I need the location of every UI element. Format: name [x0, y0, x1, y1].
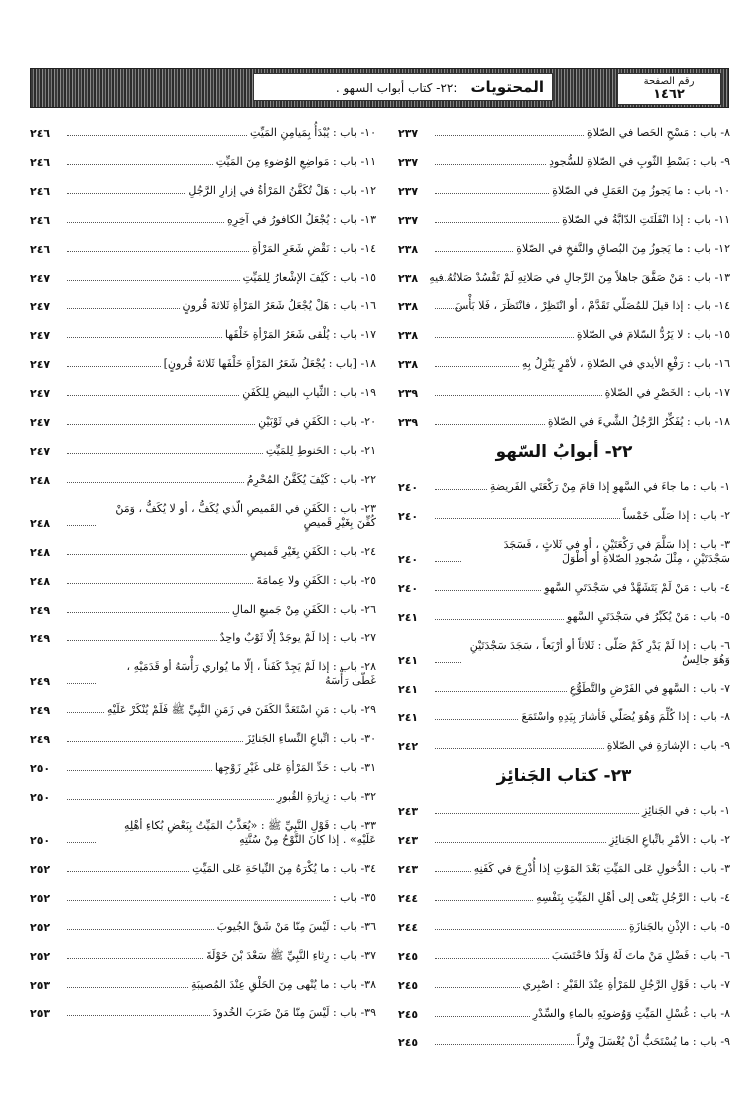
toc-entry-title: ١٠- باب : يُبْدَأُ بِمَيامِنِ المَيِّتِ [250, 126, 376, 139]
toc-entry[interactable] [30, 205, 376, 227]
toc-entry[interactable] [398, 970, 730, 992]
toc-entry-page: ٢٤٧ [30, 358, 51, 372]
toc-entry-page: ٢٥٣ [30, 1007, 51, 1021]
toc-entry-title: ١٥- باب : لا يَرُدُّ السّلامَ في الصّلاةِ [576, 328, 730, 342]
toc-entry-page: ٢٤٥ [398, 949, 419, 963]
toc-entry[interactable] [30, 941, 376, 963]
toc-entry-page: ٢٤٧ [30, 416, 51, 429]
dot-leader [435, 193, 549, 194]
toc-entry[interactable] [30, 782, 376, 804]
toc-entry-page: ٢٥٢ [30, 920, 51, 934]
dot-leader [435, 662, 461, 663]
toc-entry-page: ٢٤٧ [30, 387, 51, 401]
toc-entry[interactable] [398, 1027, 730, 1049]
dot-leader [435, 395, 602, 396]
toc-entry[interactable] [398, 349, 730, 371]
dot-leader [67, 640, 217, 641]
toc-entry-title: ٣- باب : الدُّخولِ عَلى المَيِّتِ بَعْدَ المَوْتِ إذا أُدْرِجَ في كَفَنِهِ [473, 862, 730, 875]
toc-entry-page: ٢٣٨ [398, 271, 419, 285]
dot-leader [67, 987, 188, 988]
toc-entry-title: ٣١- باب : حَدِّ المَرْأةِ عَلى غَيْرِ زَوْجِها [214, 761, 376, 775]
toc-entry[interactable] [398, 472, 730, 494]
toc-entry[interactable] [398, 731, 730, 753]
toc-entry-page: ٢٥٠ [30, 762, 51, 776]
toc-entry-title: ٢٥- باب : الكَفَنِ ولا عِمامَةَ [256, 573, 376, 587]
dot-leader [67, 929, 214, 930]
toc-entry-page: ٢٤٩ [30, 704, 51, 718]
toc-entry-title: ٢٣- باب : الكَفَنِ في القَميصِ الّذي يُكَفُّ ، أو لا يُكَفُّ ، وَمَنْ كُفِّنَ بِغَيْرِ قَميصٍ [115, 501, 376, 529]
dot-leader [435, 561, 461, 562]
toc-entry-page: ٢٤٥ [398, 1007, 419, 1021]
toc-entry[interactable] [398, 147, 730, 169]
toc-entry-page: ٢٤٧ [30, 271, 51, 285]
toc-entry-page: ٢٥٣ [30, 978, 51, 992]
toc-entry[interactable] [398, 941, 730, 963]
toc-entry-title: ٢٩- باب : مَنِ اسْتَعَدَّ الكَفَنَ في زَمَنِ النَّبِيِّ ﷺ فَلَمْ يُنْكَرْ عَلَيْهِ [106, 703, 376, 717]
toc-entry[interactable] [30, 970, 376, 992]
toc-entry-page: ٢٣٨ [398, 242, 419, 256]
toc-entry-title: ١٧- باب : يُلْقى شَعَرُ المَرْأةِ خَلْفَها [224, 328, 376, 342]
toc-entry-title: ٣- باب : إذا سَلَّمَ في رَكْعَتَيْنِ ، أو في ثَلاثٍ ، فَسَجَدَ سَجْدَتَيْنِ ، مِثْلَ سُجودِ الصّلاةِ أو أطْوَلَ [503, 537, 730, 565]
toc-entry[interactable] [398, 825, 730, 847]
toc-entry[interactable] [398, 234, 730, 256]
toc-entry-page: ٢٥٠ [30, 791, 51, 804]
toc-entry-page: ٢٣٨ [398, 329, 419, 343]
toc-entry-title: ٨- باب : مَسْحِ الحَصا في الصّلاةِ [587, 126, 730, 139]
dot-leader [67, 770, 212, 771]
toc-entry-title: ٦- باب : فَضْلِ مَنْ ماتَ لَهُ وَلَدٌ فاحْتَسَبَ [551, 948, 730, 962]
dot-leader [435, 489, 487, 490]
dot-leader [67, 482, 244, 483]
toc-entry[interactable] [30, 998, 376, 1020]
dot-leader [67, 193, 185, 194]
toc-entry-page: ٢٤٦ [30, 242, 51, 256]
toc-entry-page: ٢٤٥ [398, 1036, 419, 1050]
toc-entry[interactable] [398, 176, 730, 198]
dot-leader [435, 222, 559, 223]
header-title: المحتويات [470, 78, 544, 96]
toc-entry-title: ٥- باب : مَنْ يُكَبِّرُ في سَجْدَتَيِ السَّهوِ [566, 609, 730, 623]
toc-entry-title: ١- باب : في الجَنائِزِ [642, 804, 730, 818]
toc-entry-title: ١٦- باب : هَلْ يُجْعَلُ شَعَرُ المَرْأةِ ثَلاثةَ قُرونٍ [182, 299, 376, 313]
toc-entry-title: ٣٥- باب : [332, 890, 376, 904]
toc-entry-page: ٢٤٦ [30, 184, 51, 198]
toc-entry[interactable] [30, 883, 376, 905]
header-subtitle: :٢٢- كتاب أبواب السهو . [335, 81, 458, 95]
dot-leader [67, 958, 203, 959]
toc-entry-title: ٢٦- باب : الكَفَنِ مِنْ جَميعِ المالِ [231, 602, 376, 616]
toc-entry-page: ٢٣٧ [398, 184, 419, 198]
dot-leader [67, 251, 249, 252]
dot-leader [435, 1016, 530, 1017]
toc-entry-page: ٢٤٩ [30, 733, 51, 747]
toc-entry-title: ٣٢- باب : زِيارَةِ القُبورِ [276, 790, 376, 803]
toc-entry-title: ٢٧- باب : إذا لَمْ يوجَدْ إلّا ثَوْبٌ واحِدٌ [219, 631, 376, 645]
toc-entry-page: ٢٤٩ [30, 675, 51, 689]
toc-entry-title: ٦- باب : إذا لَمْ يَدْرِ كَمْ صَلّى : ثَلاثاً أو أرْبَعاً ، سَجَدَ سَجْدَتَيْنِ وَهُوَ جالِسٌ [469, 638, 730, 666]
toc-entry-page: ٢٤٠ [398, 480, 419, 494]
dot-leader [67, 612, 229, 613]
toc-entry-page: ٢٤٩ [30, 603, 51, 617]
toc-entry-title: ١٧- باب : الخَصْرِ في الصّلاةِ [604, 386, 730, 400]
toc-entry-page: ٢٤٠ [398, 552, 419, 566]
toc-entry[interactable] [30, 753, 376, 775]
toc-entry-page: ٢٣٩ [398, 387, 419, 401]
toc-entry-title: ٣٧- باب : رِثاءِ النَّبِيِّ ﷺ سَعْدَ بْنَ خَوْلَةَ [206, 948, 376, 962]
toc-entry[interactable] [398, 407, 730, 429]
dot-leader [67, 583, 253, 584]
dot-leader [67, 1015, 210, 1016]
dot-leader [67, 164, 213, 165]
toc-entry-title: ١٢- باب : ما يَجوزُ مِنَ البُصاقِ والنَّفخِ في الصّلاةِ [516, 241, 730, 255]
toc-entry-page: ٢٣٧ [398, 155, 419, 169]
toc-entry-title: ٩- باب : بَسْطِ الثّوبِ في الصّلاةِ للسُّجودِ [549, 154, 730, 168]
dot-leader [435, 337, 574, 338]
toc-entry-page: ٢٤٥ [398, 978, 419, 992]
toc-entry[interactable] [30, 566, 376, 588]
toc-entry-title: ٩- باب : ما يُسْتَحَبُّ أنْ يُغْسَلَ وِتْراً [576, 1035, 730, 1049]
dot-leader [67, 453, 263, 454]
toc-entry-page: ٢٥٢ [30, 891, 51, 905]
toc-entry-page: ٢٣٨ [398, 358, 419, 372]
toc-entry-title: ١٦- باب : رَفْعِ الأيدي في الصّلاةِ ، لأمْرٍ يَنْزِلُ بِهِ [521, 357, 730, 371]
toc-entry-title: ١٨- باب : يُفَكِّرُ الرَّجُلُ الشَّيءَ في الصّلاةِ [547, 415, 730, 428]
toc-entry-page: ٢٤٢ [398, 740, 419, 754]
dot-leader [67, 222, 224, 223]
toc-entry-page: ٢٥٢ [30, 862, 51, 876]
toc-entry[interactable] [398, 912, 730, 934]
dot-leader [435, 958, 549, 959]
toc-entry-page: ٢٤٨ [30, 545, 51, 559]
toc-entry-page: ٢٤٩ [30, 632, 51, 646]
toc-entry-page: ٢٤٦ [30, 155, 51, 169]
toc-entry-title: ٤- باب : مَنْ لَمْ يَتَشَهَّدْ في سَجْدَتَيِ السَّهوِ [544, 580, 730, 594]
toc-entry-title: ١٨- [باب : يُجْعَلُ شَعَرُ المَرْأةِ خَلْفَها ثَلاثةَ قُرونٍ] [163, 357, 376, 371]
toc-entry-title: ٢٤- باب : الكَفَنِ بِغَيْرِ قَميصٍ [249, 544, 376, 558]
toc-entry-page: ٢٤١ [398, 653, 419, 667]
toc-entry-title: ١٤- باب : نَقْضِ شَعَرِ المَرْأةِ [252, 241, 376, 255]
toc-entry[interactable] [398, 999, 730, 1021]
toc-entry[interactable] [30, 724, 376, 746]
toc-entry-page: ٢٤١ [398, 682, 419, 696]
toc-entry-title: ٢١- باب : الحَنوطِ لِلمَيِّتِ [265, 443, 376, 457]
toc-entry-title: ١٢- باب : هَلْ تُكَفَّنُ المَرْأةُ في إزارِ الرَّجُلِ [188, 183, 376, 197]
dot-leader [435, 619, 564, 620]
toc-entry-title: ٢- باب : الأمْرِ باتِّباعِ الجَنائِزِ [609, 833, 730, 847]
toc-entry[interactable] [398, 291, 730, 313]
toc-entry-page: ٢٤٠ [398, 581, 419, 595]
dot-leader [435, 900, 533, 901]
toc-entry[interactable] [398, 573, 730, 595]
toc-entry-page: ٢٤١ [398, 711, 419, 725]
toc-entry-title: ٣٠- باب : اتِّباعِ النِّساءِ الجَنائِزَ [245, 732, 376, 746]
section-title: ٢٢- أبوابُ السّهو [495, 441, 633, 462]
toc-entry-page: ٢٣٧ [398, 213, 419, 227]
toc-entry-title: ٨- باب : إذا كُلِّمَ وَهُوَ يُصَلّي فَأشارَ بِيَدِهِ واسْتَمَعَ [521, 710, 730, 724]
toc-entry-title: ١٥- باب : كَيْفَ الإشْعارُ لِلمَيِّتِ [242, 270, 376, 284]
dot-leader [435, 691, 567, 692]
page-header [30, 68, 729, 108]
toc-entry-title: ١٣- باب : يُجْعَلُ الكافورُ في آخِرِهِ [226, 212, 376, 226]
toc-entry-title: ٤- باب : الرَّجُلِ يَنْعى إلى أهْلِ المَيِّتِ بِنَفْسِهِ [536, 890, 730, 904]
toc-entry[interactable] [398, 854, 730, 876]
toc-entry[interactable] [398, 674, 730, 696]
toc-entry[interactable] [30, 118, 376, 140]
dot-leader [67, 554, 247, 555]
toc-entry[interactable] [30, 147, 376, 169]
dot-leader [435, 1044, 574, 1045]
toc-entry[interactable] [30, 407, 376, 429]
toc-entry-title: ٢٠- باب : الكَفَنِ في ثَوْبَيْنِ [258, 415, 376, 428]
toc-entry-page: ٢٤٤ [398, 891, 419, 905]
toc-entry-page: ٢٤٦ [30, 127, 51, 140]
toc-entry-title: ٣٨- باب : ما يُنْهى مِنَ الحَلْقِ عِنْدَ المُصيبَةِ [191, 977, 376, 991]
toc-entry[interactable] [30, 537, 376, 559]
dot-leader [435, 590, 541, 591]
dot-leader [435, 135, 584, 136]
header-title-box [253, 73, 553, 101]
dot-leader [435, 929, 626, 930]
toc-entry-title: ٩- باب : الإشارَةِ في الصّلاةِ [606, 739, 730, 753]
dot-leader [67, 683, 96, 684]
toc-entry[interactable] [30, 811, 376, 847]
toc-entry[interactable] [30, 623, 376, 645]
toc-entry-title: ١٣- باب : مَنْ صَفَّقَ جاهلاً مِنَ الرِّجالِ في صَلاتِهِ لَمْ تَفْسُدْ صَلاتُهُ فيهِ [429, 270, 730, 284]
toc-entry[interactable] [30, 436, 376, 458]
toc-entry[interactable] [398, 205, 730, 227]
toc-entry-title: ٢٨- باب : إذا لَمْ يَجِدْ كَفَناً ، إلّا ما يُواري رَأْسَهُ أو قَدَمَيْهِ ، غَطّى رَأْسَهُ [126, 660, 376, 688]
toc-entry-title: ١٤- باب : إذا قيلَ للمُصَلّي تَقَدَّمْ ، أو انْتَظِرْ ، فانْتَظَرَ ، فَلا بَأْسَ [454, 299, 730, 313]
toc-entry-page: ٢٤٨ [30, 473, 51, 487]
toc-entry-page: ٢٤٧ [30, 329, 51, 343]
page-number-value: ١٤٦٢ [653, 87, 685, 102]
dot-leader [435, 424, 545, 425]
dot-leader [435, 813, 639, 814]
dot-leader [67, 135, 247, 136]
toc-entry[interactable] [398, 631, 730, 667]
toc-entry-title: ١٠- باب : ما يَجوزُ مِنَ العَمَلِ في الصّلاةِ [552, 183, 730, 197]
dot-leader [435, 748, 604, 749]
dot-leader [67, 366, 161, 367]
toc-entry-title: ١١- باب : مَواضِعِ الوُضوءِ مِنَ المَيِّتِ [215, 154, 376, 168]
dot-leader [435, 308, 468, 309]
page-number-label: رقم الصفحة [643, 76, 695, 87]
dot-leader [67, 395, 239, 396]
toc-entry[interactable] [398, 530, 730, 566]
toc-entry-page: ٢٣٩ [398, 416, 419, 429]
toc-entry-title: ١- باب : ما جاءَ في السَّهوِ إذا قامَ مِنْ رَكْعَتَي الفَريضةِ [489, 479, 730, 493]
toc-entry[interactable] [30, 291, 376, 313]
toc-entry-title: ٣٤- باب : ما يُكْرَهُ مِنَ النِّياحَةِ عَلى المَيِّتِ [192, 861, 376, 875]
dot-leader [67, 741, 243, 742]
toc-entry[interactable] [30, 652, 376, 688]
dot-leader [67, 712, 104, 713]
toc-entry-title: ١٩- باب : الثِّيابِ البيضِ لِلكَفَنِ [242, 386, 376, 400]
toc-entry-page: ٢٥٠ [30, 833, 51, 847]
toc-entry[interactable] [398, 702, 730, 724]
dot-leader [435, 518, 620, 519]
dot-leader [67, 525, 96, 526]
toc-entry-page: ٢٤٦ [30, 213, 51, 227]
toc-entry-page: ٢٤٧ [30, 444, 51, 458]
dot-leader [67, 871, 189, 872]
toc-entry[interactable] [398, 602, 730, 624]
toc-entry-title: ٣٦- باب : لَيْسَ مِنّا مَنْ شَقَّ الجُيوبَ [216, 919, 376, 933]
toc-entry-title: ٥- باب : الإذْنِ بالجَنازَةِ [628, 919, 730, 933]
dot-leader [67, 799, 274, 800]
toc-entry[interactable] [398, 883, 730, 905]
toc-entry-title: ٧- باب : السَّهوِ في الفَرْضِ والتَّطَوُّعِ [569, 681, 730, 695]
page-number-box [617, 73, 721, 105]
toc-entry[interactable] [398, 263, 730, 285]
dot-leader [435, 251, 513, 252]
dot-leader [67, 842, 96, 843]
dot-leader [435, 871, 471, 872]
toc-entry-page: ٢٤٤ [398, 920, 419, 934]
dot-leader [67, 424, 255, 425]
toc-entry-page: ٢٥٢ [30, 949, 51, 963]
toc-entry[interactable] [30, 695, 376, 717]
toc-entry[interactable] [30, 320, 376, 342]
toc-entry[interactable] [30, 595, 376, 617]
toc-entry[interactable] [398, 320, 730, 342]
dot-leader [435, 366, 519, 367]
dot-leader [67, 280, 240, 281]
toc-entry-page: ٢٤٣ [398, 863, 419, 876]
toc-entry[interactable] [398, 501, 730, 523]
toc-entry-title: ٣٣- باب : قَوْلِ النَّبِيِّ ﷺ : «يُعَذَّبُ المَيِّتُ بِبَعْضِ بُكاءِ أهْلِهِ عَلَيْهِ» . إذا كانَ النَّوْحُ مِنْ سُنَّتِهِ [124, 818, 376, 846]
section-title: ٢٣- كتاب الجَنائِز [496, 766, 632, 787]
toc-entry[interactable] [30, 349, 376, 371]
toc-entry-page: ٢٣٧ [398, 127, 419, 140]
toc-entry-title: ١١- باب : إذا انْفَلَتَتِ الدّابَّةُ في الصّلاةِ [562, 212, 730, 226]
dot-leader [435, 719, 518, 720]
toc-entry[interactable] [398, 118, 730, 140]
toc-entry[interactable] [398, 378, 730, 400]
dot-leader [435, 987, 520, 988]
toc-entry-page: ٢٤٧ [30, 300, 51, 314]
toc-entry-title: ٢- باب : إذا صَلّى خَمْساً [622, 508, 730, 522]
toc-entry-page: ٢٤١ [398, 610, 419, 624]
dot-leader [435, 164, 546, 165]
dot-leader [435, 280, 468, 281]
dot-leader [67, 308, 180, 309]
toc-entry-title: ٨- باب : غُسْلِ المَيِّتِ وَوُضوئِهِ بالماءِ والسِّدْرِ [532, 1006, 730, 1020]
toc-entry[interactable] [30, 494, 376, 530]
toc-entry[interactable] [30, 912, 376, 934]
dot-leader [67, 337, 222, 338]
toc-entry[interactable] [398, 796, 730, 818]
toc-entry[interactable] [30, 263, 376, 285]
toc-entry-title: ٧- باب : قَوْلِ الرَّجُلِ للمَرْأةِ عِنْدَ القَبْرِ : اصْبِري [522, 977, 730, 991]
toc-entry-title: ٣٩- باب : لَيْسَ مِنّا مَنْ ضَرَبَ الخُدودَ [212, 1006, 376, 1020]
toc-entry-page: ٢٤٨ [30, 574, 51, 588]
toc-entry-page: ٢٤٣ [398, 834, 419, 848]
toc-entry-page: ٢٣٨ [398, 300, 419, 314]
toc-entry[interactable] [30, 234, 376, 256]
toc-entry-page: ٢٤٨ [30, 516, 51, 530]
toc-entry[interactable] [30, 465, 376, 487]
dot-leader [435, 842, 606, 843]
toc-entry-page: ٢٤٣ [398, 805, 419, 819]
toc-entry[interactable] [30, 854, 376, 876]
toc-entry[interactable] [30, 378, 376, 400]
toc-entry[interactable] [30, 176, 376, 198]
dot-leader [67, 900, 330, 901]
toc-entry-page: ٢٤٠ [398, 509, 419, 523]
toc-entry-title: ٢٢- باب : كَيْفَ يُكَفَّنُ المُحْرِمُ [246, 472, 376, 486]
